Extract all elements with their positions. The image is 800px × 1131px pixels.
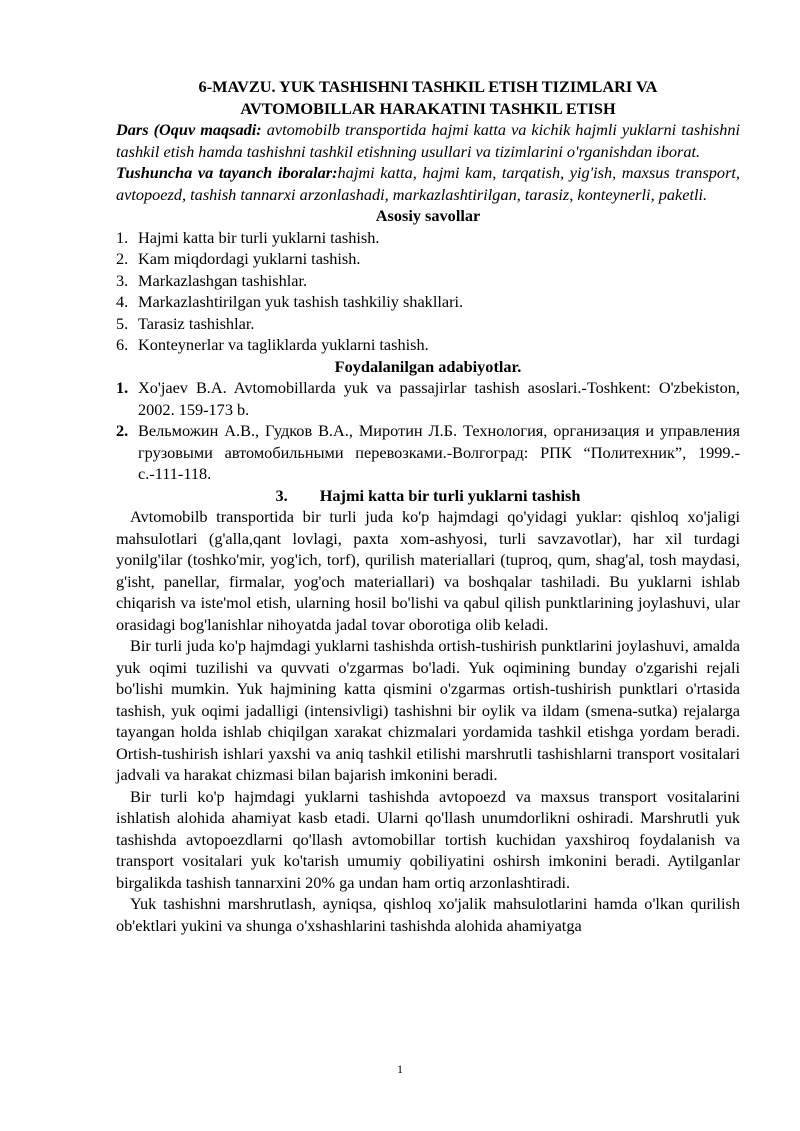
list-item bbox=[116, 248, 740, 270]
title-line-2: AVTOMOBILLAR HARAKATINI TASHKIL ETISH bbox=[240, 98, 616, 118]
questions-list bbox=[116, 227, 740, 356]
paragraph: Bir turli ko'p hajmdagi yuklarni tashishda avtopoezd va maxsus transport vositalarini ishlatish alohida ahamiyat kasb etadi. Ularni qo'llash unumdorlikni oshiradi. Marshrutli yuk tashishda avtopoezdlarni qo'llash avtomobillar tortish kuchidan yaxshiroq foydalanish va transport vositalari yuk ko'tarish umumiy qobiliyatini oshirsh imkonini beradi. Aytilganlar birgalikda tashish tannarxini 20% ga undan ham ortiq arzonlashtiradi. bbox=[116, 786, 740, 892]
document-title bbox=[116, 76, 740, 119]
literature-item-number: 1. bbox=[116, 378, 129, 397]
list-item-number: 4. bbox=[116, 292, 129, 311]
list-item-number: 2. bbox=[116, 249, 129, 268]
paragraph: Avtomobilb transportida bir turli juda ko'p hajmdagi qo'yidagi yuklar: qishloq xo'jaligi mahsulotlari (g'alla,qant lovlagi, paxta xom-ashyosi, turli savzavotlar), har xil turdagi yonilg'ilar (toshko'mir, yog'ich, torf), qurilish materiallari (tuproq, qum, shag'al, tosh maydasi, g'isht, panellar, firmalar, yog'och materiallari) va boshqalar tashiladi. Bu yuklarni ishlab chiqarish va iste'mol etish, ularning hosil bo'lishi va qabul qilish punktlarining joylashuvi, ular orasidagi bog'lanishlar nihoyatda jadal tovar oborotiga olib keladi. bbox=[116, 507, 740, 634]
list-item-text: Konteynerlar va tagliklarda yuklarni tashish. bbox=[138, 335, 429, 354]
list-item-text: Markazlashgan tashishlar. bbox=[138, 270, 308, 290]
literature-item-text: Xo'jaev B.A. Avtomobillarda yuk va passajirlar tashish asoslari.-Toshkent: O'zbekiston, 2002. 159-173 b. bbox=[138, 378, 740, 419]
list-item-text: Markazlashtirilgan yuk tashish tashkiliy shakllari. bbox=[138, 292, 464, 311]
list-item-text: Tarasiz tashishlar. bbox=[138, 313, 255, 333]
paragraph: Bir turli juda ko'p hajmdagi yuklarni tashishda ortish-tushirish punktlarini joylashuvi, amalda yuk oqimi tuzilishi va quvvati o'zgarmas bo'ladi. Yuk oqimining bunday o'zgarishi rejali bo'lishi mumkin. Yuk hajmining katta qismini o'zgarmas ortish-tushirish punktlari o'rtasida tashish, yuk oqimi jadalligi (intensivligi) tashishni bir oylik va ildam (smena-sutka) rejalarga tayangan holda ishlab chiqilgan xarakat chizmalari yordamida tashkil etishga yordam beradi. Ortish-tushirish ishlari yaxshi va aniq tashkil etilishi marshrutli tashishlarni transport vositalari jadvali va harakat chizmasi bilan bajarish imkonini beradi. bbox=[116, 636, 740, 784]
list-item-number: 5. bbox=[116, 313, 129, 333]
literature-item-text: Вельможин А.В., Гудков В.А., Миротин Л.Б. Технология, организация и управления грузовыми автомобильными перевозками.-Волгоград: РПК “Политехник”, 1999.-с.-111-118. bbox=[138, 421, 740, 483]
section-title: Hajmi katta bir turli yuklarni tashish bbox=[319, 485, 581, 505]
literature-item bbox=[116, 377, 740, 420]
questions-heading: Asosiy savollar bbox=[375, 206, 481, 225]
keywords-text: hajmi katta, hajmi kam, tarqatish, yig'ish, maxsus transport, avtopoezd, tashish tannarxi arzonlashadi, markazlashtirilgan, tarasiz, konteynerli, paketli. bbox=[116, 163, 740, 204]
list-item bbox=[116, 270, 740, 292]
section-number: 3. bbox=[275, 485, 288, 505]
list-item-number: 6. bbox=[116, 335, 129, 354]
page-number: 1 bbox=[397, 1062, 403, 1076]
list-item bbox=[116, 291, 740, 313]
list-item bbox=[116, 313, 740, 335]
list-item bbox=[116, 227, 740, 249]
list-item-text: Hajmi katta bir turli yuklarni tashish. bbox=[138, 227, 380, 247]
keywords-label: Tushuncha va tayanch iboralar: bbox=[116, 163, 338, 182]
document-page bbox=[116, 76, 740, 936]
lesson-goal-label: Dars (Oquv maqsadi: bbox=[116, 120, 262, 139]
lesson-goal-text: avtomobilb transportida hajmi katta va kichik hajmli yuklarni tashishni tashkil etish hamda tashishni tashkil etishning usullari va tizimlarini o'rganishdan iborat. bbox=[116, 120, 740, 161]
keywords bbox=[116, 162, 740, 205]
paragraph: Yuk tashishni marshrutlash, ayniqsa, qishloq xo'jalik mahsulotlarini hamda o'lkan qurilish ob'ektlari yukini va shunga o'xshashlarini tashishda alohida ahamiyatga bbox=[116, 894, 740, 935]
list-item-number: 1. bbox=[116, 227, 129, 247]
list-item-text: Kam miqdordagi yuklarni tashish. bbox=[138, 249, 361, 268]
lesson-goal bbox=[116, 119, 740, 162]
list-item-number: 3. bbox=[116, 270, 129, 290]
literature-heading: Foydalanilgan adabiyotlar. bbox=[334, 356, 522, 376]
title-line-1: 6-MAVZU. YUK TASHISHNI TASHKIL ETISH TIZIMLARI VA bbox=[198, 77, 658, 96]
section-heading bbox=[116, 485, 740, 507]
literature-item-number: 2. bbox=[116, 421, 129, 440]
list-item bbox=[116, 334, 740, 356]
literature-item bbox=[116, 420, 740, 485]
